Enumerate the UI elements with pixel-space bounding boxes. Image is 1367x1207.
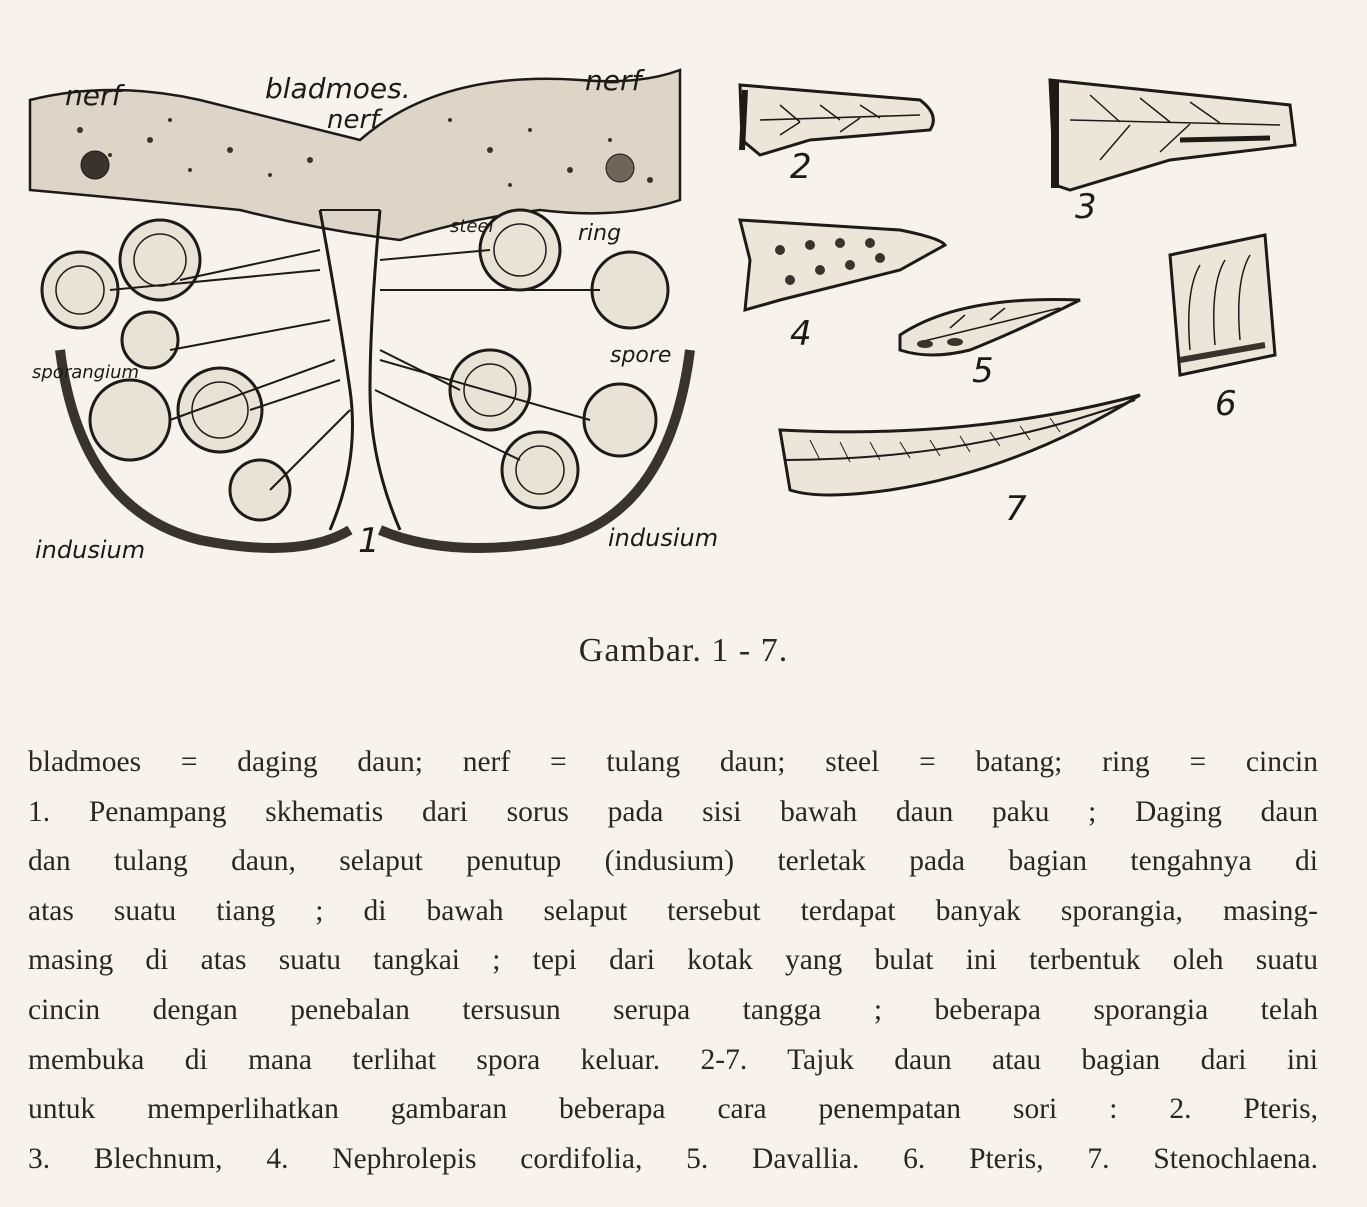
label-sporangium: sporangium [32,362,140,383]
body-line: atas suatu tiang ; di bawah selaput tersebut terdapat banyak sporangia, masing- [28,894,1318,927]
label-steel: steel [450,216,494,237]
label-nerf-left: nerf [65,79,122,112]
figure-number-4: 4 [790,314,812,354]
label-bladmoes: bladmoes. [265,72,411,105]
figure-number-5: 5 [972,351,994,391]
body-line: bladmoes = daging daun; nerf = tulang daun; steel = batang; ring = cincin [28,746,1318,778]
figure-4-nephrolepis [740,220,945,310]
body-line: membuka di mana terlihat spora keluar. 2-7. Tajuk daun atau bagian dari ini [28,1043,1318,1076]
figure-caption: Gambar. 1 - 7. [578,632,789,669]
body-line: untuk memperlihatkan gambaran beberapa cara penempatan sori : 2. Pteris, [28,1093,1318,1126]
figure-number-1: 1 [358,521,380,561]
body-line: 3. Blechnum, 4. Nephrolepis cordifolia, 5. Davallia. 6. Pteris, 7. Stenochlaena. [28,1142,1318,1175]
figure-number-3: 3 [1075,187,1097,227]
figure-3-blechnum [1050,80,1295,190]
figure-6-pteris [1170,235,1275,375]
label-ring: ring [578,221,622,246]
label-spore: spore [610,343,672,368]
figure-number-6: 6 [1215,384,1237,424]
figure-number-7: 7 [1005,489,1027,529]
body-line: 1. Penampang skhematis dari sorus pada sisi bawah daun paku ; Daging daun [28,795,1318,828]
fern-sorus-illustration [20,60,1340,580]
figure-7-stenochlaena [780,395,1140,495]
label-nerf-center: nerf [327,105,380,135]
figure-number-2: 2 [790,147,812,187]
label-nerf-right: nerf [585,64,642,97]
figure-5-davallia [900,299,1080,355]
botanical-figure [20,60,1340,580]
body-line: dan tulang daun, selaput penutup (indusium) terletak pada bagian tengahnya di [28,845,1318,878]
label-indusium-left: indusium [35,536,146,564]
body-line: masing di atas suatu tangkai ; tepi dari kotak yang bulat ini terbentuk oleh suatu [28,944,1318,977]
figure-2-pteris [740,85,933,155]
body-line: cincin dengan penebalan tersusun serupa tangga ; beberapa sporangia telah [28,993,1318,1026]
label-indusium-right: indusium [608,524,719,552]
figure-1-sorus-section [30,70,690,548]
caption-body [28,738,1318,1184]
